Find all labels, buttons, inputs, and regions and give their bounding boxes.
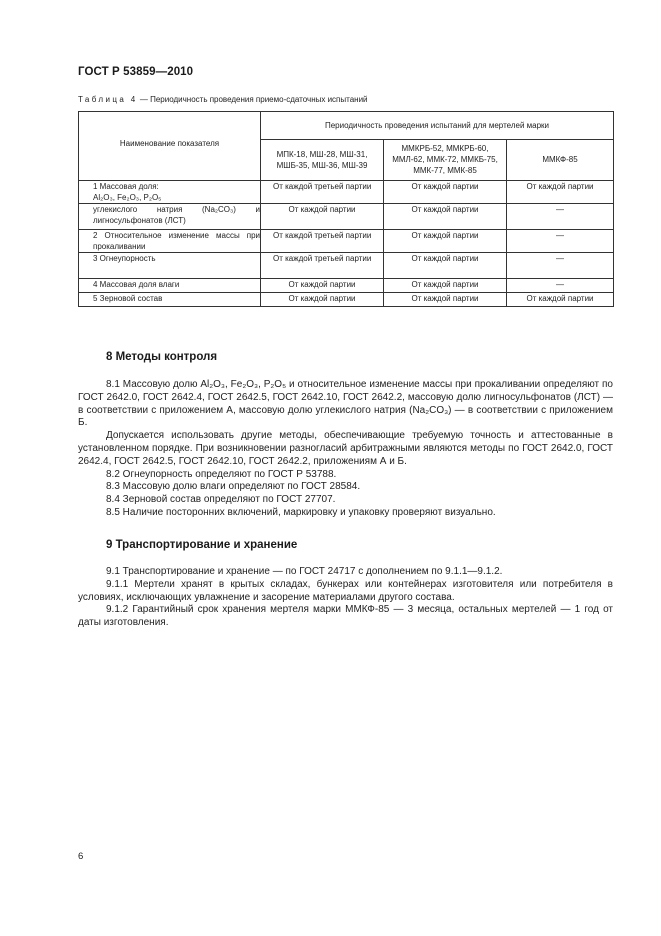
column-header-indicator: Наименование показателя bbox=[79, 112, 261, 181]
table-cell: — bbox=[507, 230, 614, 253]
paragraph-8-1: 8.1 Массовую долю Al₂O₃, Fe₂O₃, P₂O₅ и относительное изменение массы при прокаливании определяют по ГОСТ 2642.0, ГОСТ 2642.4, ГОСТ 2642.5, ГОСТ 2642.10, ГОСТ 2642.2, массовую долю лигносульфонатов (ЛСТ) — в соответствии с приложением А, массовую долю углекислого натрия (Na₂CO₃) — в соответствии с приложением Б. bbox=[78, 379, 613, 429]
page-number: 6 bbox=[78, 851, 84, 862]
acceptance-tests-table bbox=[78, 111, 614, 307]
table-cell: От каждой партии bbox=[384, 279, 507, 293]
table-row bbox=[79, 230, 614, 253]
table-cell: От каждой третьей партии bbox=[261, 253, 384, 279]
grade-header-3: ММКФ-85 bbox=[507, 139, 614, 180]
section-9-body bbox=[78, 566, 613, 630]
paragraph-8-5: 8.5 Наличие посторонних включений, маркировку и упаковку проверяют визуально. bbox=[106, 506, 496, 518]
table-cell: От каждой партии bbox=[384, 293, 507, 307]
table-row bbox=[79, 253, 614, 279]
section-8-body bbox=[78, 379, 613, 520]
table-cell: От каждой партии bbox=[261, 293, 384, 307]
table-cell: От каждой партии bbox=[261, 204, 384, 230]
table-row bbox=[79, 293, 614, 307]
row-name-grain-composition: 5 Зерновой состав bbox=[79, 293, 261, 307]
table-caption bbox=[78, 95, 368, 104]
table-cell: От каждой партии bbox=[384, 253, 507, 279]
table-caption-label: Таблица 4 bbox=[78, 95, 138, 104]
row-name-sodium-carbonate: углекислого натрия (Na₂CO₃) и лигносульфонатов (ЛСТ) bbox=[79, 204, 261, 230]
paragraph-8-1-note: Допускается использовать другие методы, обеспечивающие требуемую точность и аттестованные в установленном порядке. При возникновении разногласий арбитражными являются методы по ГОСТ 2642.0, ГОСТ 2642.4, ГОСТ 2642.5, ГОСТ 2642.10, ГОСТ 2642.2, приложениям А и Б. bbox=[78, 430, 613, 467]
row-name-oxides: Al₂O₃, Fe₂O₃, P₂O₅ bbox=[93, 193, 162, 202]
table-cell: — bbox=[507, 204, 614, 230]
table-cell: От каждой партии bbox=[507, 181, 614, 204]
paragraph-9-1: 9.1 Транспортирование и хранение — по ГОСТ 24717 с дополнением по 9.1.1—9.1.2. bbox=[106, 566, 503, 577]
paragraph-9-1-2: 9.1.2 Гарантийный срок хранения мертеля марки ММКФ-85 — 3 месяца, остальных мертелей — 1 год от даты изготовления. bbox=[78, 604, 613, 629]
table-cell: — bbox=[507, 253, 614, 279]
row-name-mass-change: 2 Относительное изменение массы при прокаливании bbox=[79, 230, 261, 253]
column-header-periodicity: Периодичность проведения испытаний для мертелей марки bbox=[261, 112, 614, 140]
row-name-moisture: 4 Массовая доля влаги bbox=[79, 279, 261, 293]
row-name-mass-fraction bbox=[79, 181, 261, 204]
grade-header-1: МПК-18, МШ-28, МШ-31, МШБ-35, МШ-36, МШ-39 bbox=[261, 139, 384, 180]
table-cell: — bbox=[507, 279, 614, 293]
table-cell: От каждой партии bbox=[507, 293, 614, 307]
grade-header-2: ММКРБ-52, ММКРБ-60, ММЛ-62, ММК-72, ММКБ-75, ММК-77, ММК-85 bbox=[384, 139, 507, 180]
table-cell: От каждой партии bbox=[261, 279, 384, 293]
paragraph-8-3: 8.3 Массовую долю влаги определяют по ГОСТ 28584. bbox=[106, 481, 361, 493]
table-cell: От каждой третьей партии bbox=[261, 230, 384, 253]
table-caption-text: — Периодичность проведения приемо-сдаточных испытаний bbox=[137, 95, 368, 104]
paragraph-8-2: 8.2 Огнеупорность определяют по ГОСТ Р 53788. bbox=[106, 468, 337, 480]
table-cell: От каждой партии bbox=[384, 204, 507, 230]
document-header: ГОСТ Р 53859—2010 bbox=[78, 66, 194, 78]
paragraph-9-1-1: 9.1.1 Мертели хранят в крытых складах, бункерах или контейнерах изготовителя или потребителя в условиях, исключающих увлажнение и засорение материалами другого состава. bbox=[78, 578, 613, 603]
section-8-title: 8 Методы контроля bbox=[106, 351, 218, 363]
table-row bbox=[79, 181, 614, 204]
table-cell: От каждой третьей партии bbox=[261, 181, 384, 204]
table-cell: От каждой партии bbox=[384, 181, 507, 204]
row-name-part: 1 Массовая доля: bbox=[93, 182, 159, 191]
row-name-refractoriness: 3 Огнеупорность bbox=[79, 253, 261, 279]
table-row bbox=[79, 279, 614, 293]
paragraph-8-4: 8.4 Зерновой состав определяют по ГОСТ 27707. bbox=[106, 494, 336, 506]
section-9-title: 9 Транспортирование и хранение bbox=[106, 539, 298, 551]
table-cell: От каждой партии bbox=[384, 230, 507, 253]
table-row bbox=[79, 204, 614, 230]
